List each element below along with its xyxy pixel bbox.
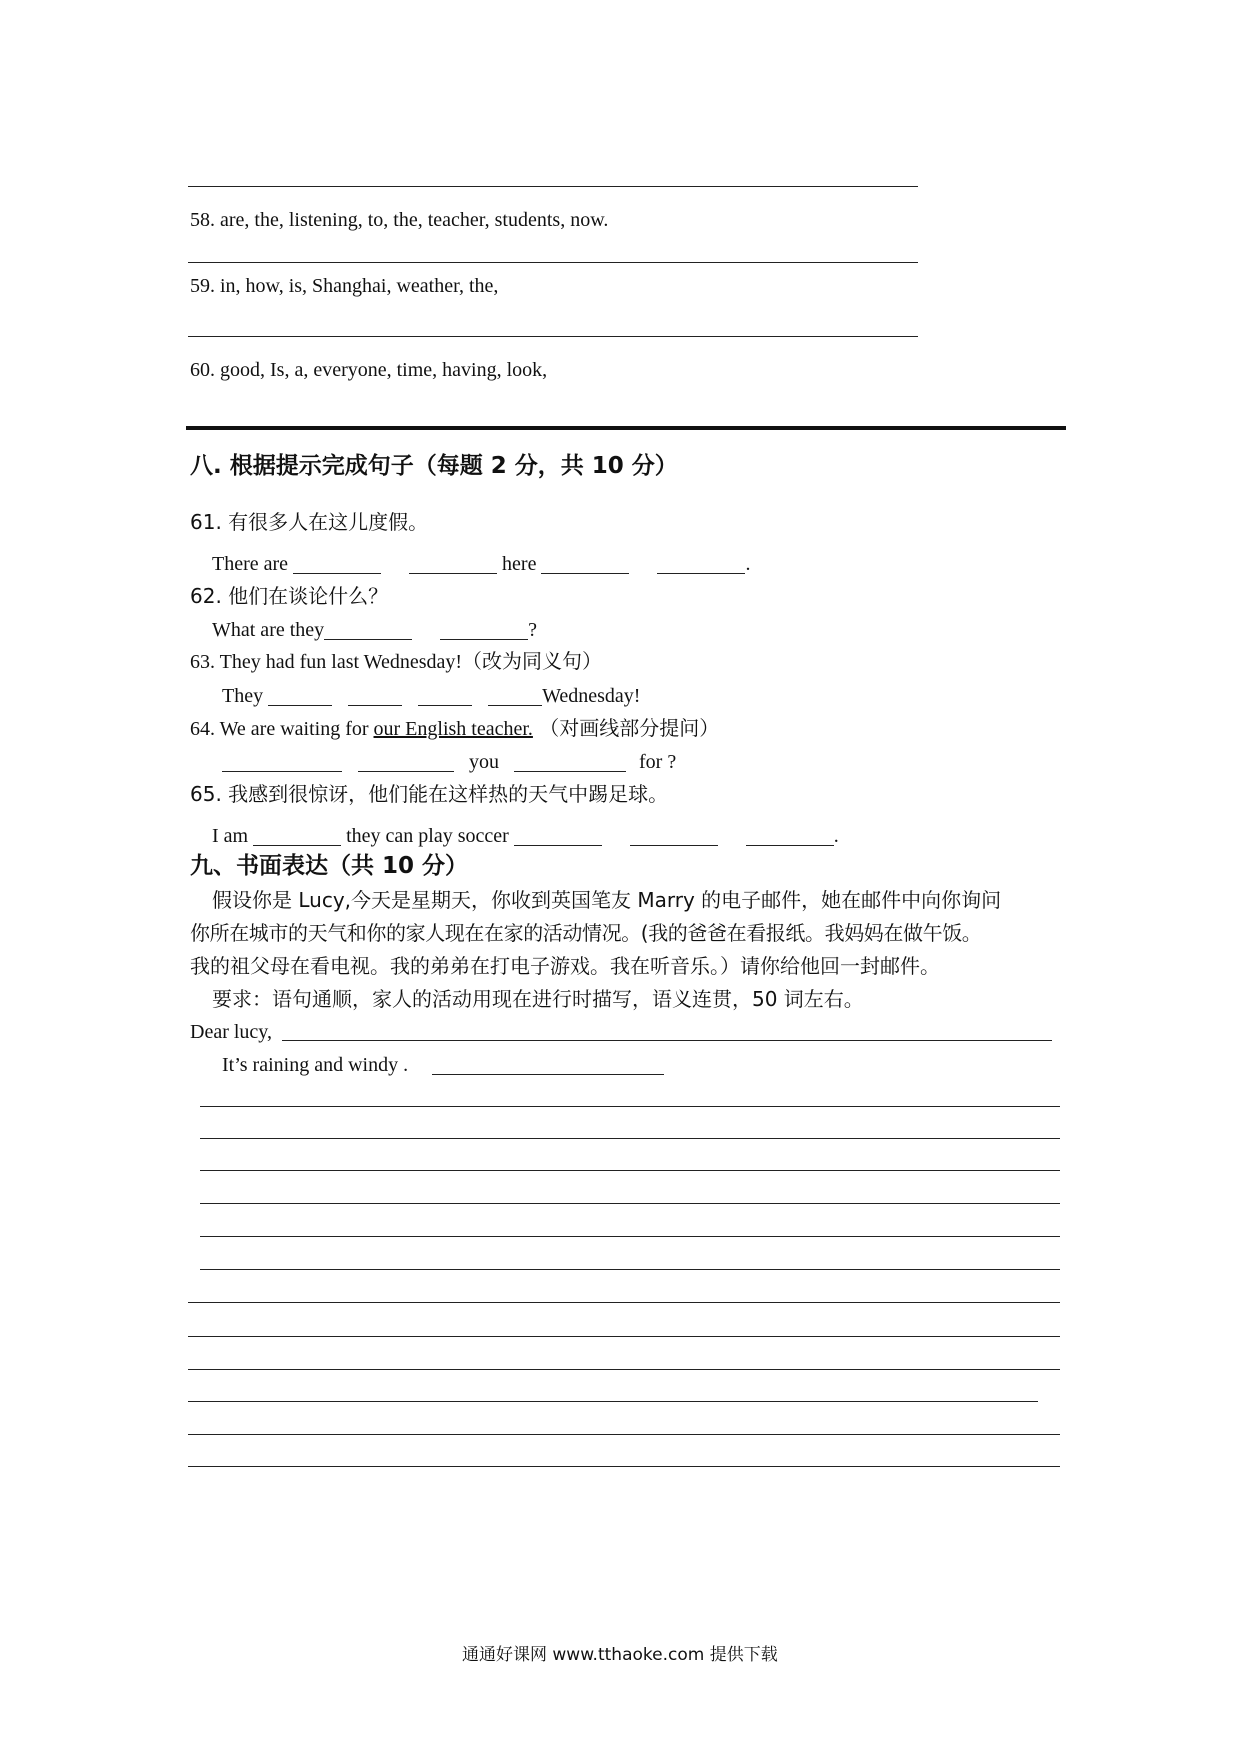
q65-blank-4[interactable] xyxy=(746,825,834,846)
q61-end: . xyxy=(745,553,751,575)
q64-prompt-pre: 64. We are waiting for xyxy=(190,718,374,740)
question-62-prompt: 62. 他们在谈论什么？ xyxy=(190,584,389,608)
q64-blank-2[interactable] xyxy=(358,751,454,772)
q64-blank-3[interactable] xyxy=(514,751,626,772)
q63-text-b: Wednesday! xyxy=(542,685,641,707)
question-63-prompt: 63. They had fun last Wednesday!（改为同义句） xyxy=(190,651,603,673)
q61-blank-2[interactable] xyxy=(409,553,497,574)
q63-text-a: They xyxy=(222,685,264,707)
q63-blank-1[interactable] xyxy=(268,685,332,706)
question-61-answer xyxy=(212,552,750,576)
writing-line[interactable] xyxy=(188,1369,1060,1370)
q65-blank-2[interactable] xyxy=(514,825,602,846)
q61-blank-1[interactable] xyxy=(293,553,381,574)
writing-line[interactable] xyxy=(200,1138,1060,1139)
writing-line[interactable] xyxy=(200,1269,1060,1270)
letter-opening: It’s raining and windy . xyxy=(222,1054,409,1076)
salutation-line[interactable] xyxy=(282,1040,1052,1041)
section8-title: 八. 根据提示完成句子（每题 2 分，共 10 分） xyxy=(190,453,678,479)
question-65-answer xyxy=(212,824,839,848)
question-65-prompt: 65. 我感到很惊讶，他们能在这样热的天气中踢足球。 xyxy=(190,782,669,806)
q65-blank-1[interactable] xyxy=(253,825,341,846)
q64-prompt-underlined: our English teacher. xyxy=(373,718,533,740)
answer-line-59 xyxy=(188,336,918,337)
q62-blank-2[interactable] xyxy=(440,619,528,640)
q65-end: . xyxy=(833,825,839,847)
opening-line[interactable] xyxy=(432,1074,664,1075)
question-63-answer xyxy=(222,684,640,708)
writing-line[interactable] xyxy=(200,1106,1060,1107)
answer-line-58 xyxy=(188,262,918,263)
q61-blank-4[interactable] xyxy=(657,553,745,574)
writing-line[interactable] xyxy=(188,1401,1038,1402)
writing-line[interactable] xyxy=(200,1203,1060,1204)
question-59: 59. in, how, is, Shanghai, weather, the, xyxy=(190,275,499,297)
writing-line[interactable] xyxy=(200,1236,1060,1237)
q62-text-a: What are they xyxy=(212,619,325,641)
q64-text-end: for ? xyxy=(639,751,677,773)
section9-requirements: 要求：语句通顺，家人的活动用现在进行时描写，语义连贯，50 词左右。 xyxy=(212,987,864,1011)
writing-line[interactable] xyxy=(200,1170,1060,1171)
q64-blank-1[interactable] xyxy=(222,751,342,772)
q62-end: ? xyxy=(528,619,538,641)
q64-prompt-post: （对画线部分提问） xyxy=(532,716,720,740)
page-footer: 通通好课网 www.tthaoke.com 提供下载 xyxy=(462,1645,778,1665)
question-64-prompt xyxy=(190,716,719,741)
writing-line[interactable] xyxy=(188,1336,1060,1337)
section9-para-3: 我的祖父母在看电视。我的弟弟在打电子游戏。我在听音乐。）请你给他回一封邮件。 xyxy=(190,954,940,978)
writing-line[interactable] xyxy=(188,1466,1060,1467)
q63-blank-4[interactable] xyxy=(488,685,542,706)
q63-blank-3[interactable] xyxy=(418,685,472,706)
writing-line[interactable] xyxy=(188,1434,1060,1435)
q64-text-mid: you xyxy=(469,751,499,773)
question-64-answer xyxy=(222,750,676,774)
q61-text-b: here xyxy=(502,553,537,575)
question-62-answer xyxy=(212,618,537,642)
question-60: 60. good, Is, a, everyone, time, having, look, xyxy=(190,359,548,381)
section9-para-2: 你所在城市的天气和你的家人现在在家的活动情况。(我的爸爸在看报纸。我妈妈在做午饭。 xyxy=(190,921,982,945)
letter-salutation: Dear lucy, xyxy=(190,1021,272,1043)
question-61-prompt: 61. 有很多人在这儿度假。 xyxy=(190,510,429,534)
q61-text-a: There are xyxy=(212,553,289,575)
q65-text-b: they can play soccer xyxy=(346,825,509,847)
section-divider xyxy=(186,426,1066,430)
section9-title: 九、书面表达（共 10 分） xyxy=(190,853,469,879)
q63-blank-2[interactable] xyxy=(348,685,402,706)
writing-line[interactable] xyxy=(188,1302,1060,1303)
question-58: 58. are, the, listening, to, the, teacher, students, now. xyxy=(190,209,609,231)
q65-blank-3[interactable] xyxy=(630,825,718,846)
answer-line-57 xyxy=(188,186,918,187)
q65-text-a: I am xyxy=(212,825,249,847)
q61-blank-3[interactable] xyxy=(541,553,629,574)
q62-blank-1[interactable] xyxy=(324,619,412,640)
section9-para-1: 假设你是 Lucy,今天是星期天，你收到英国笔友 Marry 的电子邮件，她在邮件中向你询问 xyxy=(212,888,1002,912)
